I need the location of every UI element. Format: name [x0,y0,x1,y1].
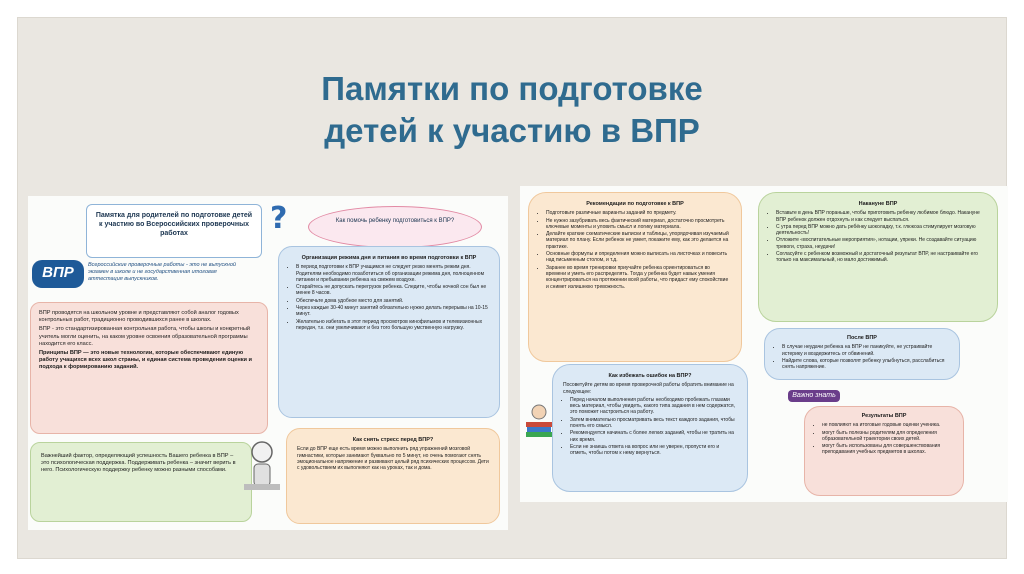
important-badge [788,390,840,402]
recommendation-item: • Заранее во время тренировки приучайте ребенка ориентироваться во времени и уметь его распределять. Тогда у ребенка будет навык умения концентрироваться на протяжении всей работы, что придаст ему спокойствие и снимет излишнюю тревожность. [546,265,731,290]
intro-paragraph-3: Принципы ВПР — это новые технологии, которые обеспечивают единую работу учащихся всех школ страны, и единая система проведения оценки и подхода к формированию заданий. [39,350,252,371]
results-list [815,422,953,455]
errors-item: • Если не знаешь ответа на вопрос или не уверен, пропусти его и отметь, чтобы потом к нему вернуться. [570,444,737,457]
recommendations-title: Рекомендации по подготовке к ВПР [586,201,684,207]
intro-box [30,302,268,434]
intro-paragraph-2: ВПР - это стандартизированная контрольная работа, чтобы школы и конкретный учитель могли оценить, на каком уровне освоения образовательной программы находится его класс. [39,326,250,347]
after-item: • Найдите слова, которые позволят ребенку улыбнуться, расслабиться снять напряжение. [782,358,949,371]
regime-item: • Через каждые 30-40 минут занятий обязательно нужно делать перерывы на 10-15 минут. [296,305,489,318]
regime-box [278,246,500,418]
books-icon [524,400,554,440]
question-oval [308,206,482,248]
regime-list [289,264,489,331]
after-title: После ВПР [847,335,877,341]
results-item: • могут быть использованы для совершенствования преподавания учебных предметов в школах. [822,443,953,456]
intro-paragraph-1: ВПР проводятся на школьном уровне и представляют собой аналог годовых контрольных работ, традиционно проводившихся ранее в школах. [39,310,239,324]
errors-list [563,397,737,457]
memo-title: Памятка для родителей по подготовке детей к участию во Всероссийских проверочных работах [95,212,253,237]
eve-list [769,210,987,263]
results-item: • не повлияют на итоговые годовые оценки ученика. [822,422,953,428]
poster-right [520,186,1008,502]
slide-title-line1: Памятки по подготовке [321,70,703,107]
memo-title-box [86,204,262,258]
stress-title: Как снять стресс перед ВПР? [352,437,434,443]
errors-title: Как избежать ошибок на ВПР? [608,373,692,379]
recommendation-item: • Подготовьте различные варианты заданий по предмету. [546,210,731,216]
stress-text: Если до ВПР еще есть время можно выполнить ряд упражнений мозговой гимнастики, которые занимают буквально по 5 минут, но очень помогают снять эмоциональное напряжение и развивают целый ряд психических процессов. Дети с удовольствием их выполняют как на уроках, так и дома. [297,446,489,472]
recommendations-box [528,192,742,362]
support-text: Важнейший фактор, определяющий успешность Вашего ребенка в ВПР – это психологическая поддержка. Поддерживать ребенка – значит верить в него. Психологическую поддержку ребенку можно разными способами. [41,453,236,474]
regime-item: • Старайтесь не допускать перегрузок ребенка. Следите, чтобы ночной сон был не менее 8 часов. [296,284,489,297]
support-box [30,442,252,522]
thinking-student-icon [240,438,284,498]
question-oval-text: Как помочь ребенку подготовиться к ВПР? [335,218,455,224]
results-title: Результаты ВПР [861,413,907,419]
results-item: • могут быть полезны родителям для определения образовательной траектории своих детей. [822,430,953,443]
eve-title: Накануне ВПР [858,201,898,207]
stress-box [286,428,500,524]
recommendation-item: • Делайте краткие схематические выписки и таблицы, упорядочивая изучаемый материал по плану. Если ребенок не умеет, покажите ему, как это делается на практике. [546,231,731,250]
important-badge-text: Важно знать [792,392,836,399]
eve-item: • Отложите «воспитательные мероприятия», нотации, упреки. Не создавайте ситуацию тревоги, страха, неудачи! [776,237,987,250]
poster-left [28,196,508,530]
vpr-logo-text: ВПР [42,264,74,281]
question-mark-icon: ? [270,201,288,236]
slide-title-line2: детей к участию в ВПР [324,112,700,149]
errors-item: • Перед началом выполнения работы необходимо пробежать глазами весь материал, чтобы увидеть, какого типа задания в нем содержатся, это поможет настроиться на работу. [570,397,737,416]
regime-item: • В период подготовки к ВПР учащимся не следует резко менять режим дня. Родителям необходимо позаботиться об организации режима дня, полноценном питании и пребывании ребенка на свежем воздухе. [296,264,489,283]
after-list [775,344,949,370]
recommendations-list [539,210,731,290]
after-box [764,328,960,380]
results-box [804,406,964,496]
eve-item: • Согласуйте с ребенком возможный и достаточный результат ВПР, не настраивайте его только на максимальный, но мало достижимый. [776,251,987,264]
eve-item: • С утра перед ВПР можно дать ребёнку шоколадку, т.к. глюкоза стимулирует мозговую деятельность! [776,224,987,237]
regime-title: Организация режима дня и питания во время подготовки к ВПР [301,255,477,261]
recommendation-item: • Не нужно зазубривать весь фактический материал, достаточно просмотреть ключевые моменты и уловить смысл и логику материала. [546,218,731,231]
eve-box [758,192,998,322]
vpr-logo [32,260,84,288]
slide-title [0,68,1024,152]
errors-intro: Посоветуйте детям во время проверочной работы обратить внимание на следующее: [563,382,734,395]
recommendation-item: • Основные формулы и определения можно выписать на листочках и повесить над письменным столом, и т.д. [546,251,731,264]
regime-item: • Желательно избегать в этот период просмотров кинофильмов и телевизионных передач, т.к. они увеличивают и без того большую умственную нагрузку. [296,319,489,332]
after-item: • В случае неудачи ребенка на ВПР не паникуйте, не устраивайте истерику и воздержитесь от обвинений. [782,344,949,357]
errors-item: • Затем внимательно просматривать весь текст каждого задания, чтобы понять его смысл. [570,417,737,430]
regime-item: • Обеспечьте дома удобное место для занятий. [296,298,489,304]
eve-item: • Вставьте в день ВПР пораньше, чтобы приготовить ребенку любимое блюдо. Накануне ВПР ребенок должен отдохнуть и как следует выспаться. [776,210,987,223]
errors-box [552,364,748,492]
logo-caption-text: Всероссийские проверочные работы - это не выпускной экзамен в школе и не государственная итоговая аттестация выпускников. [88,262,236,282]
logo-caption [88,262,248,283]
errors-item: • Рекомендуется начинать с более легких заданий, чтобы не тратить на них время. [570,430,737,443]
